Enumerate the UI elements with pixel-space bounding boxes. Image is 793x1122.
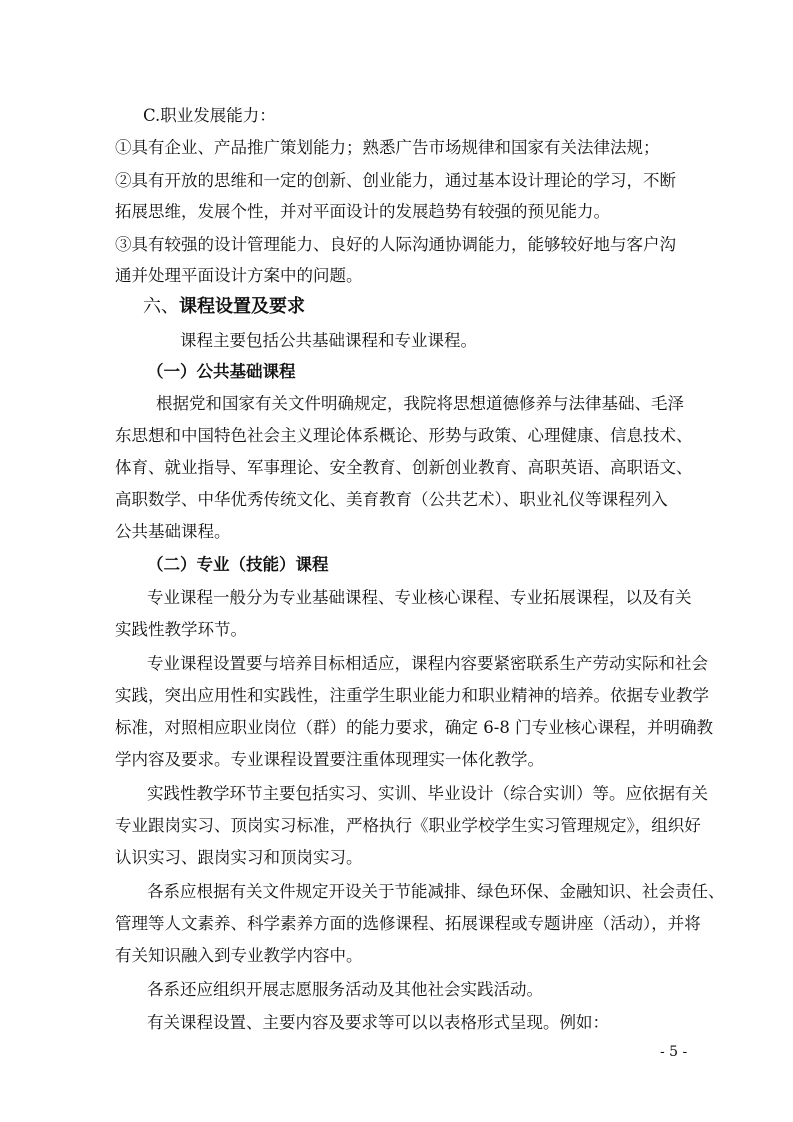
ability-item-2-line-2: 拓展思维，发展个性，并对平面设计的发展趋势有较强的预见能力。 [115,202,610,221]
paragraph-line: 专业课程一般分为专业基础课程、专业核心课程、专业拓展课程，以及有关 [147,588,692,607]
ability-item-3-line-1: ③具有较强的设计管理能力、良好的人际沟通协调能力，能够较好地与客户沟 [115,235,676,254]
section-c-title: C.职业发展能力： [143,106,276,125]
paragraph-line: 有关课程设置、主要内容及要求等可以以表格形式呈现。例如： [147,1013,609,1032]
ability-item-1: ①具有企业、产品推广策划能力；熟悉广告市场规律和国家有关法律法规； [115,138,660,157]
section-6-intro: 课程主要包括公共基础课程和专业课程。 [180,331,477,350]
paragraph-line: 专业跟岗实习、顶岗实习标准，严格执行《职业学校学生实习管理规定》，组织好 [115,816,701,835]
paragraph-line: 各系还应组织开展志愿服务活动及其他社会实践活动。 [147,980,543,999]
public-courses-line: 东思想和中国特色社会主义理论体系概论、形势与政策、心理健康、信息技术、 [115,426,693,445]
paragraph-line: 管理等人文素养、科学素养方面的选修课程、拓展课程或专题讲座（活动），并将 [115,914,701,933]
paragraph-line: 实践性教学环节主要包括实习、实训、毕业设计（综合实训）等。应依据有关 [147,784,708,803]
paragraph-line: 各系应根据有关文件规定开设关于节能减排、绿色环保、金融知识、社会责任、 [147,882,725,901]
public-courses-line: 根据党和国家有关文件明确规定，我院将思想道德修养与法律基础、毛泽 [156,394,684,413]
section-6-title: 课程设置及要求 [179,296,305,317]
section-6-number: 六、 [143,296,179,317]
paragraph-line: 认识实习、跟岗实习和顶岗实习。 [115,848,363,867]
paragraph-line: 专业课程设置要与培养目标相适应，课程内容要紧密联系生产劳动实际和社会 [147,654,708,673]
paragraph-line: 实践，突出应用性和实践性，注重学生职业能力和职业精神的培养。依据专业教学 [115,686,709,705]
public-courses-line: 高职数学、中华优秀传统文化、美育教育（公共艺术）、职业礼仪等课程列入 [115,490,668,509]
ability-item-3-line-2: 通并处理平面设计方案中的问题。 [115,266,363,285]
paragraph-line: 标准，对照相应职业岗位（群）的能力要求，确定 6-8 门专业核心课程，并明确教 [115,718,714,737]
ability-item-2-line-1: ②具有开放的思维和一定的创新、创业能力，通过基本设计理论的学习，不断 [115,171,676,190]
public-courses-line: 体育、就业指导、军事理论、安全教育、创新创业教育、高职英语、高职语文、 [115,458,693,477]
subsection-1-title: （一）公共基础课程 [147,362,296,381]
section-6-heading [143,295,305,319]
paragraph-line: 学内容及要求。专业课程设置要注重体现理实一体化教学。 [115,750,544,769]
subsection-2-title: （二）专业（技能）课程 [147,555,329,574]
paragraph-line: 有关知识融入到专业教学内容中。 [115,946,363,965]
public-courses-line: 公共基础课程。 [115,522,231,541]
page-number: - 5 - [660,1044,688,1060]
paragraph-line: 实践性教学环节。 [115,620,247,639]
